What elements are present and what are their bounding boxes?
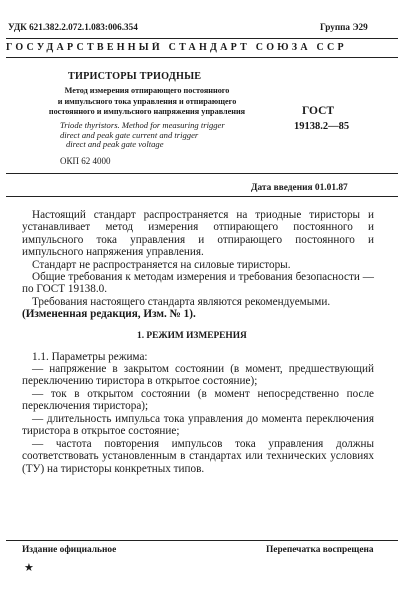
- section-bullet: — ток в открытом состоянии (в момент непосредственно после переключения тиристора);: [22, 388, 374, 413]
- ru-subtitle-line: и импульсного тока управления и отпирающего: [57, 96, 237, 106]
- en-subtitle-line: Triode thyristors. Method for measuring trigger: [60, 120, 225, 130]
- udk-code: УДК 621.382.2.072.1.083:006.354: [8, 22, 138, 32]
- section-item: 1.1. Параметры режима:: [32, 351, 148, 363]
- en-subtitle: [60, 121, 225, 150]
- section-bullet: — длительность импульса тока управления до момента переключения тиристора в открытое состояние;: [22, 413, 374, 438]
- footer-rule: [6, 540, 398, 541]
- gost-label: ГОСТ: [302, 105, 335, 117]
- group-code: Группа Э29: [320, 22, 368, 32]
- reprint-notice: Перепечатка воспрещена: [266, 545, 374, 555]
- intro-paragraph-2: Стандарт не распространяется на силовые тиристоры.: [32, 259, 291, 271]
- org-title: ГОСУДАРСТВЕННЫЙ СТАНДАРТ СОЮЗА ССР: [6, 42, 347, 53]
- ru-subtitle: [28, 86, 266, 118]
- date-rule: [6, 196, 398, 197]
- org-title-rule: [6, 57, 398, 58]
- section-bullet: — частота повторения импульсов тока управления должны соответствовать установленным в стандартах или технических условиях (ТУ) на тиристоры конкретных типов.: [22, 438, 374, 475]
- en-subtitle-line: direct and peak gate voltage: [66, 139, 164, 150]
- star-icon: ★: [24, 562, 34, 574]
- amendment-note: (Измененная редакция, Изм. № 1).: [22, 308, 196, 320]
- intro-paragraph-3: Общие требования к методам измерения и требования безопасности — по ГОСТ 19138.0.: [22, 271, 374, 296]
- effective-date: Дата введения 01.01.87: [251, 183, 348, 193]
- gost-number: 19138.2—85: [294, 121, 350, 132]
- title-block-rule: [6, 173, 398, 174]
- intro-paragraph-1: Настоящий стандарт распространяется на триодные тиристоры и устанавливает метод измерения отпирающего постоянного и импульсного тока управления и отпирающего постоянного и импульсного напряжения управления.: [22, 209, 374, 258]
- doc-title: ТИРИСТОРЫ ТРИОДНЫЕ: [68, 71, 202, 82]
- ru-subtitle-line: Метод измерения отпирающего постоянного: [64, 86, 230, 95]
- ru-subtitle-line: постоянного и импульсного напряжения управления: [48, 107, 246, 117]
- intro-paragraph-4: Требования настоящего стандарта являются рекомендуемыми.: [32, 296, 331, 308]
- section-heading: 1. РЕЖИМ ИЗМЕРЕНИЯ: [137, 331, 247, 341]
- okp-code: ОКП 62 4000: [60, 156, 111, 166]
- official-edition: Издание официальное: [22, 545, 117, 555]
- en-subtitle-line: direct and peak gate current and trigger: [60, 129, 199, 140]
- section-bullet: — напряжение в закрытом состоянии (в момент, предшествующий переключению тиристора в открытое состояние);: [22, 363, 374, 388]
- top-rule: [6, 38, 398, 39]
